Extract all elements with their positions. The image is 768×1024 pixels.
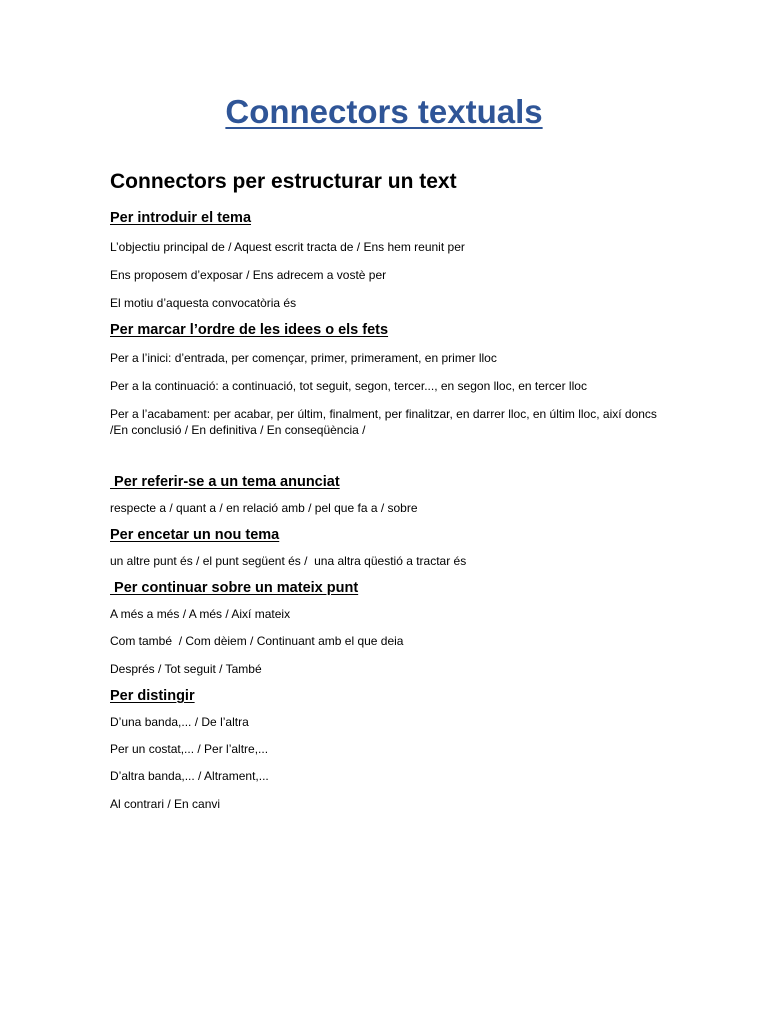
paragraph: Ens proposem d’exposar / Ens adrecem a vostè per [110,268,387,282]
paragraph: Al contrari / En canvi [110,797,221,811]
paragraph: D’altra banda,... / Altrament,... [110,769,269,783]
subheading: Per introduir el tema [110,210,252,226]
paragraph: respecte a / quant a / en relació amb / pel que fa a / sobre [110,501,418,515]
document-body [110,206,670,812]
paragraph: El motiu d’aquesta convocatòria és [110,296,297,310]
subheading: Per encetar un nou tema [110,527,280,543]
paragraph: un altre punt és / el punt següent és / una altra qüestió a tractar és [110,554,467,568]
paragraph: L’objectiu principal de / Aquest escrit tracta de / Ens hem reunit per [110,240,465,254]
paragraph: Per a l’acabament: per acabar, per últim, finalment, per finalitzar, en darrer lloc, en últim lloc, així doncs /En conclusió / En definitiva / En conseqüència / [110,407,661,437]
section-title: Connectors per estructurar un text [110,170,457,193]
document-title: Connectors textuals [225,93,543,130]
subheading: Per continuar sobre un mateix punt [110,580,359,596]
subheading: Per referir-se a un tema anunciat [110,474,340,490]
paragraph: Com també / Com dèiem / Continuant amb el que deia [110,634,404,648]
paragraph: Per un costat,... / Per l’altre,... [110,742,269,756]
paragraph: Per a la continuació: a continuació, tot seguit, segon, tercer..., en segon lloc, en tercer lloc [110,379,587,393]
paragraph: Després / Tot seguit / També [110,662,262,676]
paragraph: Per a l’inici: d’entrada, per començar, primer, primerament, en primer lloc [110,351,497,365]
subheading: Per marcar l’ordre de les idees o els fets [110,322,389,338]
paragraph: D’una banda,... / De l’altra [110,715,249,729]
paragraph: A més a més / A més / Així mateix [110,607,291,621]
subheading: Per distingir [110,688,195,704]
